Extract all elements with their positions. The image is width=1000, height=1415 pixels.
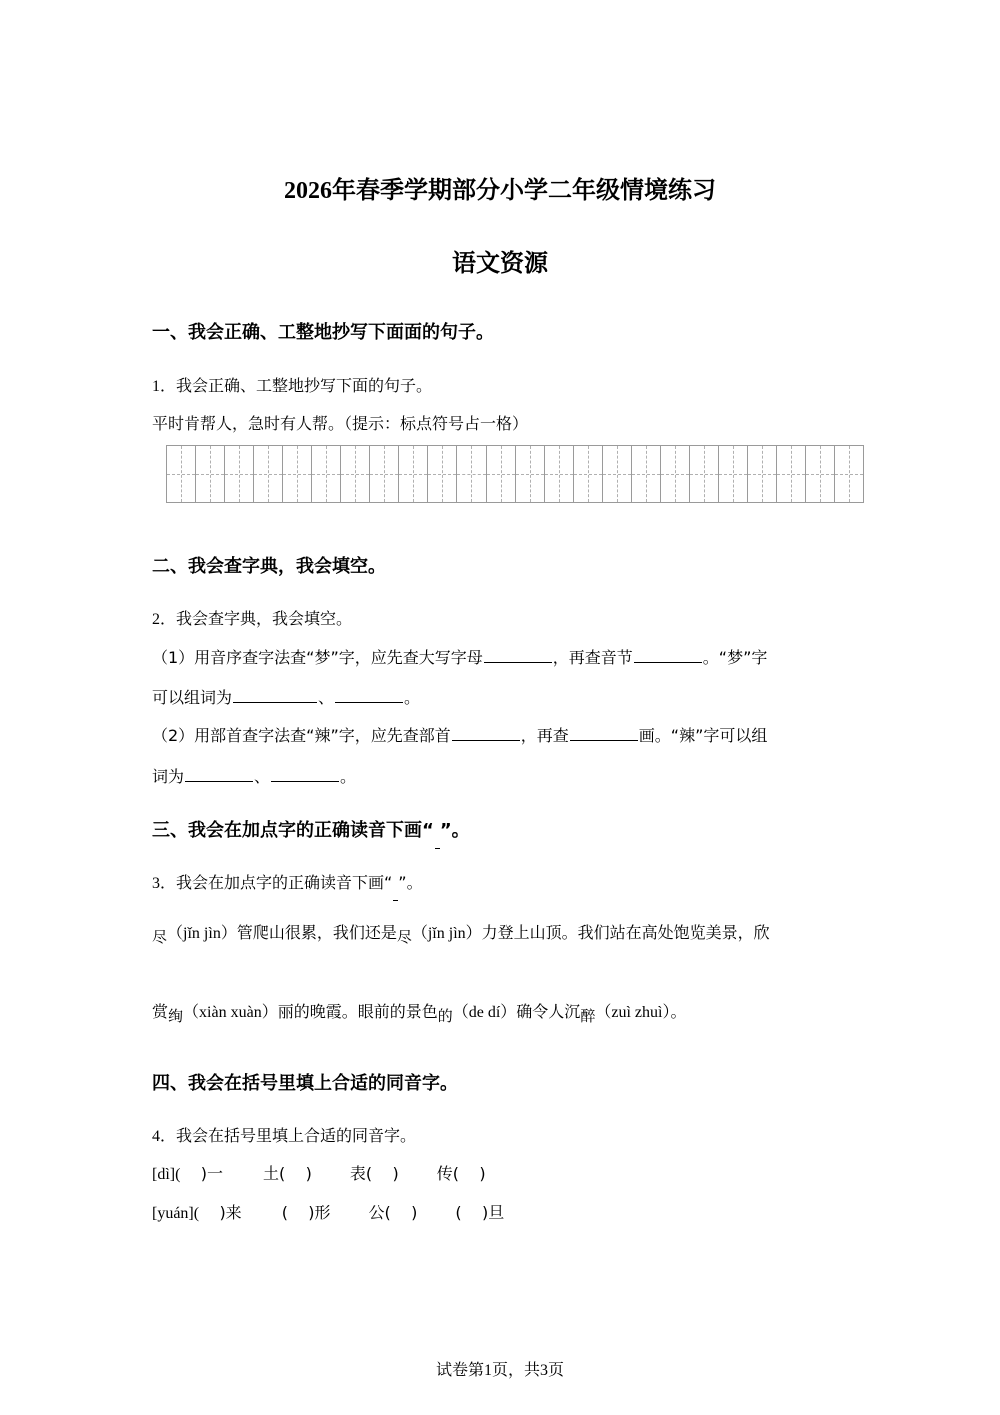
grid-guide-vertical [501,446,502,502]
question-text: ．我会在括号里填上合适的同音字。 [160,1126,417,1145]
pinyin-label: [yuán]( [152,1205,200,1222]
part-text: 。 [404,688,421,707]
grid-cell[interactable] [632,446,661,502]
question-number: 1 [152,378,160,395]
grid-guide-vertical [849,446,850,502]
answer-bracket[interactable]: ) [372,1164,399,1183]
grid-cell[interactable] [748,446,777,502]
part-text: ，再查 [520,726,569,745]
homophone-item [282,1200,331,1223]
word-prefix: ( [281,1203,288,1222]
grid-guide-vertical [733,446,734,502]
grid-cell[interactable] [574,446,603,502]
exam-title [0,170,1000,205]
subject-title: 语文资源 [452,249,548,277]
grid-cell[interactable] [516,446,545,502]
footer-text: 页 [548,1360,565,1379]
word-prefix: 传( [436,1164,459,1183]
question-number: 4 [152,1128,160,1145]
grid-cell[interactable] [341,446,370,502]
answer-blank[interactable] [570,739,638,741]
passage-text: （ [167,923,184,942]
part-text: 画。“辣”字可以组 [638,726,768,745]
question-4 [152,1123,416,1146]
question-2-part-1-line-2 [152,685,420,708]
copy-sentence: 平时肯帮人，急时有人帮。（提示：标点符号占一格） [152,414,529,433]
page-footer [0,1357,1000,1380]
dotted-character: 醉 [580,1007,596,1025]
passage-text: 赏 [152,1002,169,1021]
grid-guide-vertical [559,446,560,502]
heading-text: 三、我会在加点字的正确读音下画“ [152,820,434,841]
grid-cell[interactable] [399,446,428,502]
grid-guide-vertical [239,446,240,502]
grid-cell[interactable] [225,446,254,502]
homophone-item [152,1200,242,1223]
part-text: 词为 [152,767,185,786]
dotted-character: 的 [437,1007,453,1025]
answer-bracket[interactable]: ) [458,1164,486,1183]
question-2-part-2-line-2 [152,764,356,787]
grid-guide-vertical [297,446,298,502]
answer-bracket[interactable]: )旦 [461,1203,505,1222]
word-prefix: 土( [263,1164,286,1183]
pinyin-options: xiàn xuàn [199,1004,262,1021]
passage-text: （ [411,923,428,942]
grid-cell[interactable] [167,446,196,502]
question-text: ．我会查字典，我会填空。 [160,609,353,628]
answer-blank[interactable] [233,701,317,703]
homophone-item [350,1161,399,1184]
passage-text: ）丽的晚霞。眼前的景色 [261,1002,438,1021]
pinyin-options: jǐn jìn [427,925,466,942]
part-text: 。 [340,767,357,786]
pinyin-options: de dí [468,1004,501,1021]
grid-guide-vertical [326,446,327,502]
grid-guide-vertical [210,446,211,502]
grid-guide-vertical [181,446,182,502]
answer-blank[interactable] [185,780,253,782]
grid-guide-vertical [530,446,531,502]
grid-guide-vertical [646,446,647,502]
word-prefix: 公( [368,1203,391,1222]
answer-bracket[interactable]: )一 [180,1164,224,1183]
question-2-part-1-line-1 [152,645,767,668]
question-1 [152,373,432,396]
grid-cell[interactable] [312,446,341,502]
grid-cell[interactable] [254,446,283,502]
grid-guide-vertical [355,446,356,502]
pinyin-options: zuì zhuì [611,1004,663,1021]
part-text: 。“梦”字 [702,648,768,667]
homophone-item [437,1161,486,1184]
part-text: 、 [318,688,335,707]
question-3 [152,870,423,893]
passage-text: ）。 [662,1002,687,1021]
answer-blank[interactable] [452,739,520,741]
grid-guide-vertical [442,446,443,502]
answer-blank[interactable] [634,661,702,663]
section-3-heading [152,816,470,842]
grid-guide-vertical [471,446,472,502]
grid-guide-vertical [617,446,618,502]
section-4-heading: 四、我会在括号里填上合适的同音字。 [152,1073,458,1094]
passage-text: ）力登上山顶。我们站在高处饱览美景，欣 [465,923,770,942]
grid-cell[interactable] [690,446,719,502]
passage-text: （ [452,1002,469,1021]
writing-grid[interactable] [166,445,864,503]
grid-cell[interactable] [457,446,486,502]
page-total: 3 [540,1362,548,1379]
page-number: 1 [483,1362,492,1379]
passage-line-2 [152,999,687,1025]
part-text: 、 [254,767,271,786]
grid-cell[interactable] [283,446,312,502]
homophone-item [369,1200,418,1223]
grid-guide-vertical [268,446,269,502]
answer-bracket[interactable]: )形 [287,1203,331,1222]
question-text: ．我会正确、工整地抄写下面的句子。 [160,376,433,395]
answer-blank[interactable] [335,701,403,703]
pinyin-label: [dì]( [152,1166,181,1183]
passage-text: ）确令人沉 [500,1002,581,1021]
answer-blank[interactable] [271,780,339,782]
homophone-item [263,1161,312,1184]
question-number: 3 [152,875,160,892]
answer-bracket[interactable]: ) [390,1203,418,1222]
grid-guide-vertical [384,446,385,502]
part-text: ，再查音节 [552,648,633,667]
question-2-part-2-line-1 [152,723,767,746]
passage-text: （ [183,1002,200,1021]
part-text: （2）用部首查字法查“辣”字，应先查部首 [152,726,451,745]
grid-cell[interactable] [603,446,632,502]
answer-bracket[interactable]: ) [285,1164,312,1183]
dotted-character: 尽 [152,928,168,946]
footer-text: 页，共 [491,1360,540,1379]
grid-guide-vertical [704,446,705,502]
grid-cell[interactable] [487,446,516,502]
heading-text: ”。 [439,820,470,841]
grid-cell[interactable] [428,446,457,502]
homophone-row-2 [152,1200,542,1223]
section-2-heading: 二、我会查字典，我会填空。 [152,556,386,577]
grid-cell[interactable] [835,446,863,502]
homophone-item [152,1161,223,1184]
grid-guide-vertical [762,446,763,502]
question-2 [152,606,352,629]
grid-cell[interactable] [806,446,835,502]
word-prefix: ( [455,1203,462,1222]
question-number: 2 [152,611,160,628]
dotted-character: 尽 [396,928,412,946]
grid-guide-vertical [413,446,414,502]
grid-cell[interactable] [719,446,748,502]
exam-title-text: 2026年春季学期部分小学二年级情境练习 [284,178,716,204]
homophone-item [455,1200,504,1223]
passage-text: ）管爬山很累，我们还是 [220,923,397,942]
grid-cell[interactable] [196,446,225,502]
question-text: ”。 [398,873,423,892]
pinyin-options: jǐn jìn [183,925,221,942]
word-prefix: 表( [349,1164,373,1183]
passage-line-1 [152,920,770,946]
passage-text: （ [595,1002,612,1021]
grid-guide-vertical [791,446,792,502]
section-1-heading: 一、我会正确、工整地抄写下面面的句子。 [152,322,494,343]
grid-cell[interactable] [661,446,690,502]
grid-guide-vertical [675,446,676,502]
grid-guide-vertical [588,446,589,502]
dotted-character: 绚 [168,1007,184,1025]
question-text: ．我会在加点字的正确读音下画“ [160,873,393,892]
grid-cell[interactable] [545,446,574,502]
part-text: （1）用音序查字法查“梦”字，应先查大写字母 [152,648,483,667]
part-text: 可以组词为 [152,688,233,707]
grid-cell[interactable] [777,446,806,502]
grid-cell[interactable] [370,446,399,502]
grid-guide-vertical [820,446,821,502]
answer-blank[interactable] [484,661,552,663]
homophone-row-1 [152,1161,524,1184]
footer-text: 试卷第 [435,1360,484,1379]
answer-bracket[interactable]: )来 [199,1203,242,1222]
